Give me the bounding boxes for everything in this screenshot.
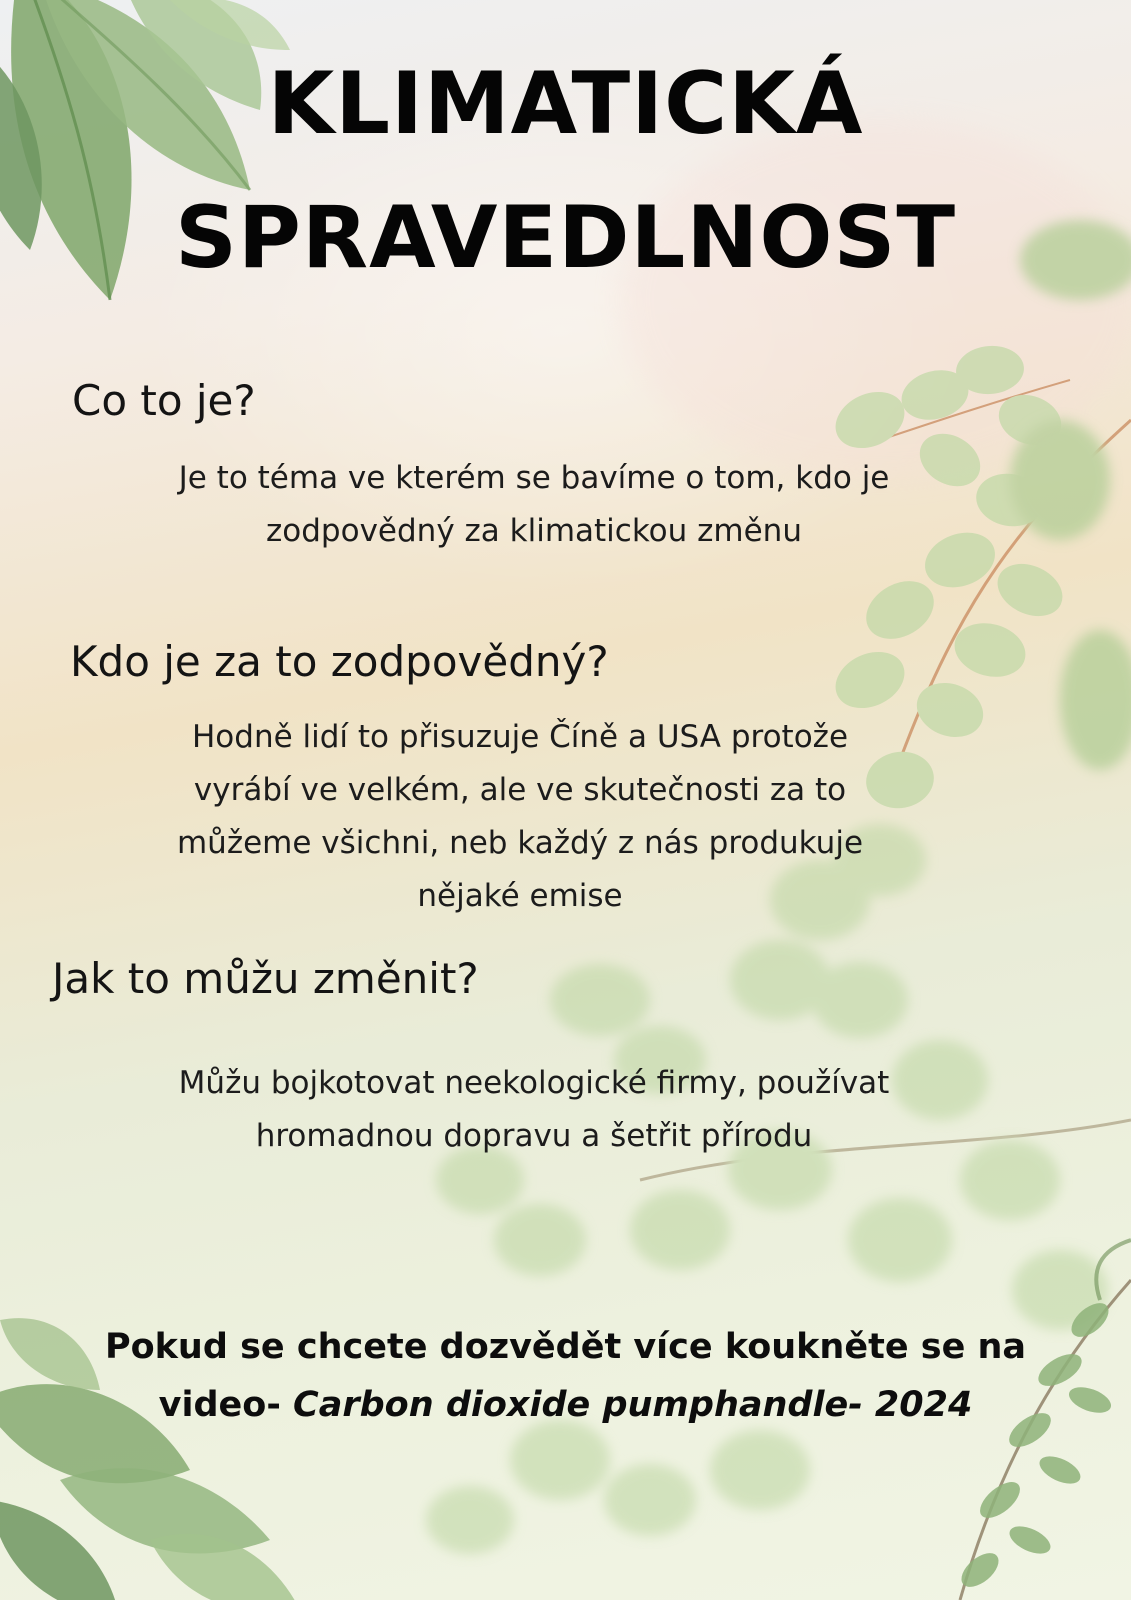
section-body-who <box>90 711 950 923</box>
poster-title-line-2: SPRAVEDLNOST <box>174 188 957 288</box>
video-title: Carbon dioxide pumphandle- 2024 <box>293 1385 973 1425</box>
body-line: zodpovědný za klimatickou změnu <box>266 513 802 549</box>
section-body-what <box>96 452 972 558</box>
cta-prefix: video- <box>158 1385 294 1425</box>
body-line: Můžu bojkotovat neekologické firmy, používat <box>178 1065 890 1101</box>
cta-line-2 <box>10 1376 1121 1434</box>
section-heading-who: Kdo je za to zodpovědný? <box>70 637 609 686</box>
call-to-action <box>10 1318 1121 1434</box>
body-line: nějaké emise <box>417 878 623 914</box>
body-line: vyrábí ve velkém, ale ve skutečnosti za to <box>193 772 847 808</box>
cta-line-1: Pokud se chcete dozvědět více koukněte se na <box>104 1327 1027 1367</box>
section-heading-what: Co to je? <box>72 376 256 425</box>
section-heading-how: Jak to můžu změnit? <box>52 954 479 1003</box>
poster-title-line-1: KLIMATICKÁ <box>267 54 864 154</box>
body-line: Je to téma ve kterém se bavíme o tom, kdo je <box>178 460 890 496</box>
section-body-how <box>96 1057 972 1163</box>
body-line: hromadnou dopravu a šetřit přírodu <box>255 1118 813 1154</box>
body-line: můžeme všichni, neb každý z nás produkuje <box>176 825 864 861</box>
body-line: Hodně lidí to přisuzuje Číně a USA protože <box>191 719 849 755</box>
